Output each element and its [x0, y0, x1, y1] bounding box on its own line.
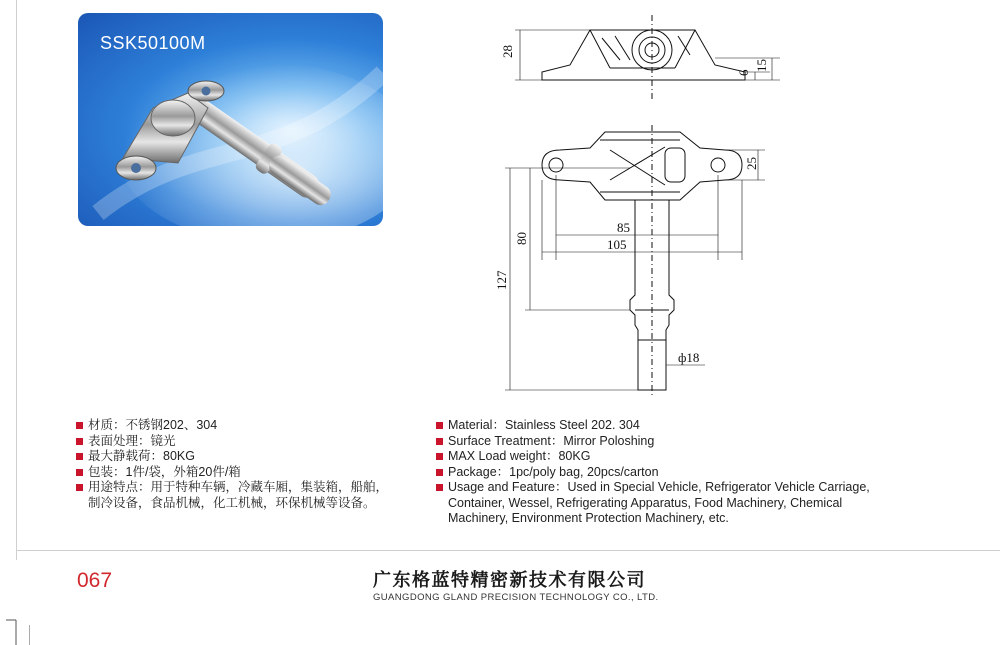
spec-item-continuation: Machinery, Environment Protection Machinery, etc. — [448, 511, 729, 525]
bullet-icon — [76, 453, 83, 460]
dim-18: ф18 — [678, 350, 700, 365]
dim-127: 127 — [494, 270, 509, 290]
spec-item: MAX Load weight：80KG — [436, 449, 916, 465]
bullet-icon — [436, 422, 443, 429]
spec-item: Surface Treatment：Mirror Poloshing — [436, 434, 916, 450]
bullet-icon — [76, 438, 83, 445]
specs-english — [436, 418, 916, 527]
spec-item: 材质：不锈钢202、304 — [76, 418, 416, 434]
spec-item: 用途特点：用于特种车辆，冷藏车厢，集装箱，船舶， — [76, 480, 416, 496]
bullet-icon — [436, 453, 443, 460]
spec-item: 包装：1件/袋，外箱20件/箱 — [76, 465, 416, 481]
dim-28: 28 — [500, 45, 515, 58]
bullet-icon — [436, 484, 443, 491]
dim-6: 6 — [736, 69, 751, 76]
spec-item: Package：1pc/poly bag, 20pcs/carton — [436, 465, 916, 481]
bullet-icon — [76, 422, 83, 429]
company-name-chinese: 广东格蓝特精密新技术有限公司 — [373, 570, 646, 591]
spec-item-continuation: Container, Wessel, Refrigerating Apparatus, Food Machinery, Chemical — [448, 495, 843, 510]
dim-15: 15 — [754, 59, 769, 72]
bullet-icon — [436, 469, 443, 476]
spec-item: Material：Stainless Steel 202. 304 — [436, 418, 916, 434]
dim-105: 105 — [607, 237, 627, 252]
dim-80: 80 — [514, 232, 529, 245]
footer-divider — [16, 550, 1000, 551]
product-model-title: SSK50100M — [100, 33, 206, 53]
dim-25: 25 — [744, 157, 759, 170]
spec-item: 最大静载荷：80KG — [76, 449, 416, 465]
bullet-icon — [76, 484, 83, 491]
spec-item-continuation: 制冷设备，食品机械，化工机械，环保机械等设备。 — [88, 495, 376, 510]
crop-mark — [6, 615, 30, 645]
company-name-english: GUANGDONG GLAND PRECISION TECHNOLOGY CO., LTD. — [373, 592, 659, 603]
left-margin-rule — [16, 0, 17, 560]
dim-85: 85 — [617, 220, 630, 235]
bullet-icon — [76, 469, 83, 476]
specs-chinese — [76, 418, 416, 511]
bullet-icon — [436, 438, 443, 445]
page-number: 067 — [77, 569, 113, 592]
spec-item: 表面处理：镜光 — [76, 434, 416, 450]
product-photo — [78, 13, 383, 226]
technical-drawing — [490, 10, 790, 400]
spec-item: Usage and Feature：Used in Special Vehicle, Refrigerator Vehicle Carriage, — [436, 480, 916, 496]
